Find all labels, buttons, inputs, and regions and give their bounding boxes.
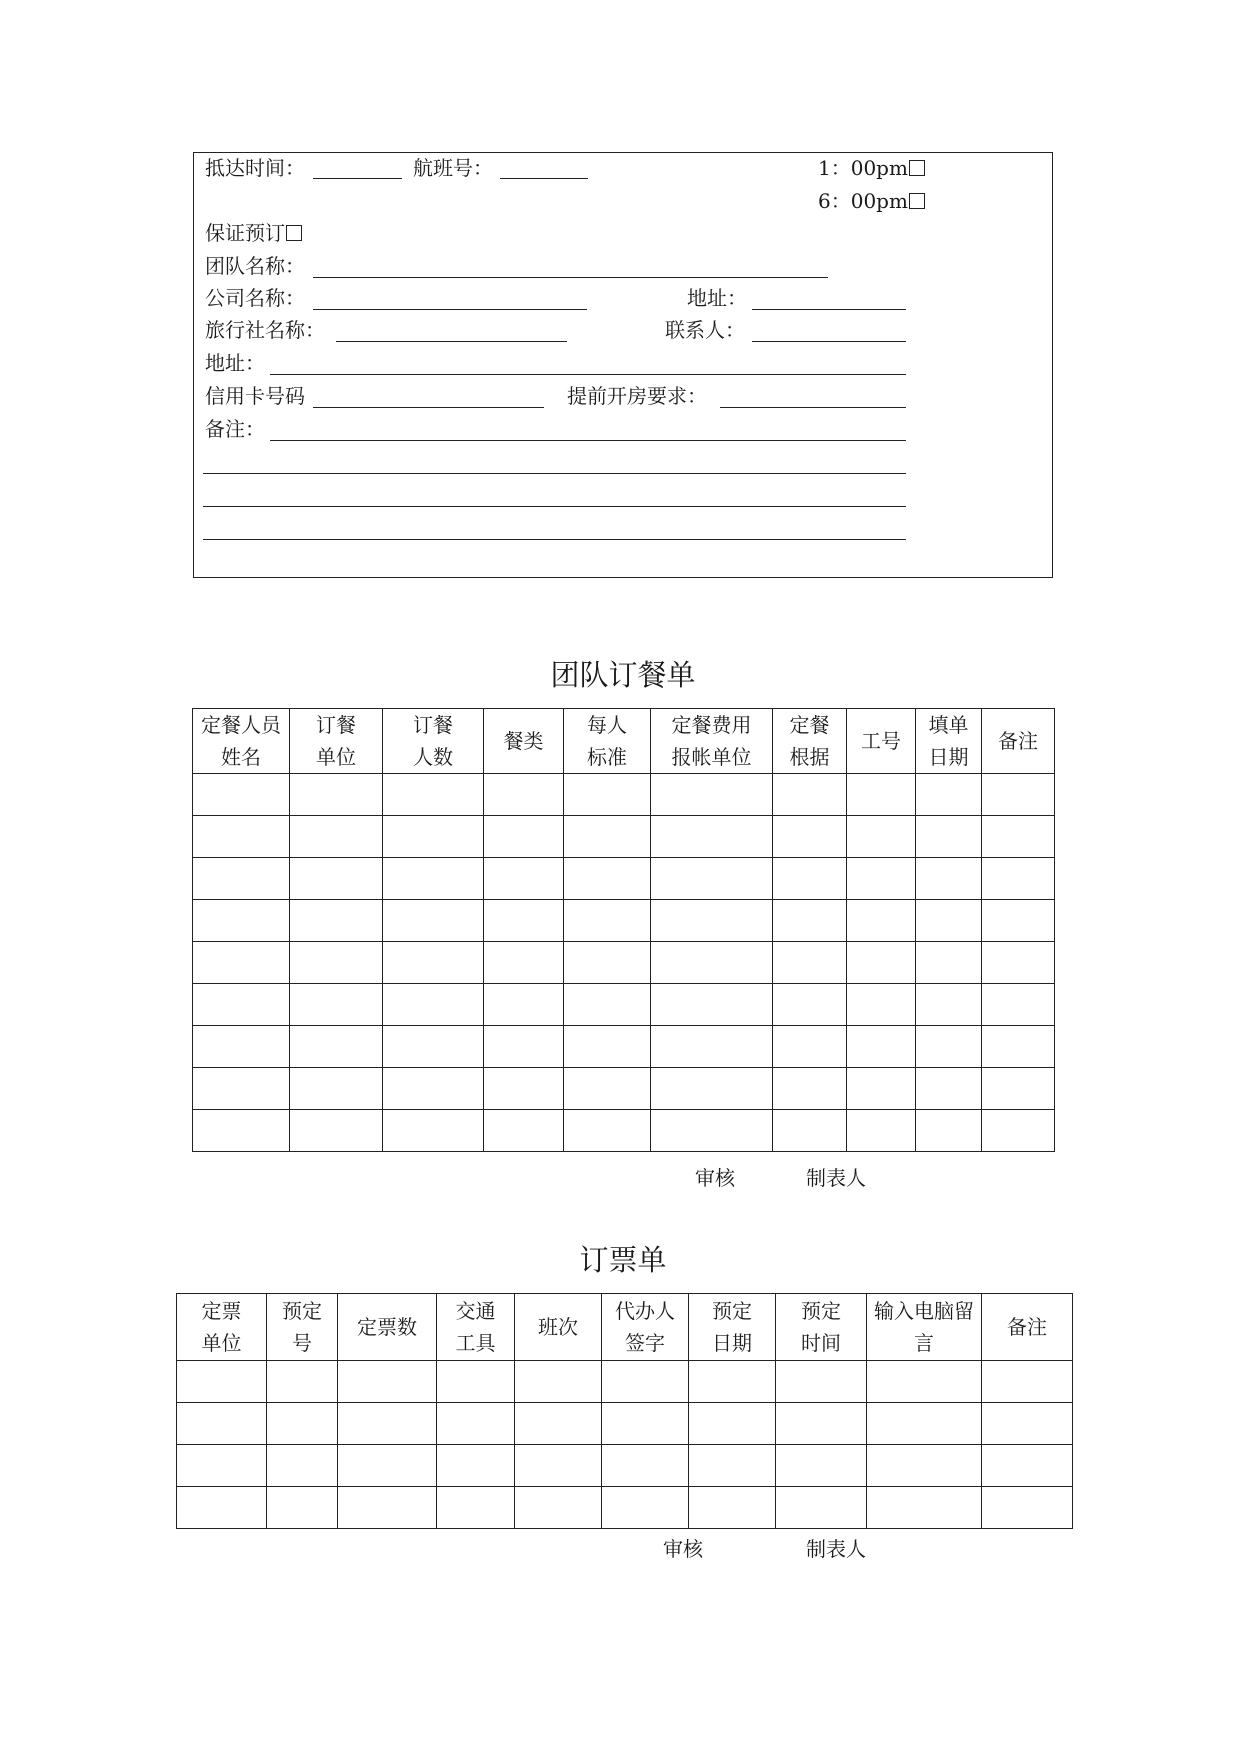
ticket-order-title: 订票单 <box>579 1243 667 1277</box>
ticket-header-text: 日期 <box>712 1331 752 1355</box>
meal-header-text: 标准 <box>587 745 627 769</box>
table-row <box>177 1445 1073 1487</box>
meal-cell[interactable] <box>651 1068 773 1110</box>
ticket-cell[interactable] <box>515 1403 602 1445</box>
meal-cell[interactable] <box>564 816 651 858</box>
meal-cell[interactable] <box>564 858 651 900</box>
address-label: 地址： <box>205 351 265 375</box>
meal-header-cell <box>193 709 290 774</box>
ticket-cell[interactable] <box>177 1403 267 1445</box>
early-checkin-field[interactable] <box>720 407 906 408</box>
ticket-header-text: 备注 <box>1007 1315 1047 1339</box>
meal-cell[interactable] <box>484 900 564 942</box>
meal-cell[interactable] <box>290 1026 383 1068</box>
meal-cell[interactable] <box>651 1026 773 1068</box>
table-row <box>193 1068 1055 1110</box>
ticket-cell[interactable] <box>267 1403 338 1445</box>
table-row <box>193 816 1055 858</box>
meal-cell[interactable] <box>564 984 651 1026</box>
meal-cell[interactable] <box>847 984 916 1026</box>
meal-cell[interactable] <box>773 1026 847 1068</box>
meal-cell[interactable] <box>773 774 847 816</box>
ticket-header-cell <box>338 1294 437 1361</box>
meal-cell[interactable] <box>484 816 564 858</box>
meal-cell[interactable] <box>383 858 484 900</box>
meal-cell[interactable] <box>773 1068 847 1110</box>
meal-cell[interactable] <box>290 942 383 984</box>
company-name-field[interactable] <box>313 309 587 310</box>
ticket-cell[interactable] <box>437 1445 515 1487</box>
meal-cell[interactable] <box>916 900 982 942</box>
ticket-header-text: 签字 <box>625 1331 665 1355</box>
meal-cell[interactable] <box>383 984 484 1026</box>
company-name-label: 公司名称： <box>205 286 305 310</box>
table-row <box>193 942 1055 984</box>
ticket-header-text: 言 <box>914 1331 934 1355</box>
table-row <box>193 774 1055 816</box>
meal-preparer-label: 制表人 <box>806 1166 866 1190</box>
table-row <box>193 900 1055 942</box>
meal-header-cell <box>484 709 564 774</box>
meal-cell[interactable] <box>847 1068 916 1110</box>
travel-agency-label: 旅行社名称： <box>205 318 325 342</box>
meal-cell[interactable] <box>847 816 916 858</box>
meal-cell[interactable] <box>773 1110 847 1152</box>
meal-header-text: 定餐 <box>789 713 830 737</box>
remarks-label: 备注： <box>205 417 265 441</box>
meal-cell[interactable] <box>916 1110 982 1152</box>
meal-cell[interactable] <box>847 774 916 816</box>
ticket-header-text: 预定 <box>712 1299 752 1323</box>
meal-cell[interactable] <box>982 774 1055 816</box>
meal-cell[interactable] <box>484 1110 564 1152</box>
meal-cell[interactable] <box>193 984 290 1026</box>
ticket-cell[interactable] <box>602 1403 689 1445</box>
meal-header-text: 姓名 <box>221 745 261 769</box>
ticket-cell[interactable] <box>982 1361 1073 1403</box>
meal-order-table <box>192 708 1055 1152</box>
ticket-header-cell <box>776 1294 867 1361</box>
meal-cell[interactable] <box>982 1068 1055 1110</box>
time-option-2 <box>818 189 925 213</box>
ticket-header-text: 输入电脑留 <box>874 1299 974 1323</box>
ticket-cell[interactable] <box>177 1487 267 1529</box>
ticket-cell[interactable] <box>177 1361 267 1403</box>
meal-cell[interactable] <box>193 1110 290 1152</box>
ticket-preparer-label: 制表人 <box>806 1537 866 1561</box>
meal-cell[interactable] <box>193 900 290 942</box>
group-name-field[interactable] <box>313 277 828 278</box>
ticket-header-row <box>177 1294 1073 1361</box>
meal-cell[interactable] <box>290 1110 383 1152</box>
ticket-header-cell <box>437 1294 515 1361</box>
ticket-header-cell <box>982 1294 1073 1361</box>
meal-cell[interactable] <box>193 816 290 858</box>
ticket-cell[interactable] <box>515 1361 602 1403</box>
meal-header-cell <box>383 709 484 774</box>
ticket-cell[interactable] <box>689 1403 776 1445</box>
meal-header-text: 日期 <box>928 745 969 769</box>
meal-header-text: 定餐人员 <box>201 713 281 737</box>
meal-header-text: 工号 <box>861 729 901 753</box>
ticket-header-text: 预定 <box>801 1299 841 1323</box>
ticket-cell[interactable] <box>867 1445 982 1487</box>
meal-cell[interactable] <box>484 942 564 984</box>
meal-cell[interactable] <box>651 942 773 984</box>
ticket-cell[interactable] <box>982 1487 1073 1529</box>
meal-cell[interactable] <box>651 816 773 858</box>
remarks-field[interactable] <box>270 440 906 441</box>
meal-cell[interactable] <box>773 858 847 900</box>
meal-cell[interactable] <box>484 774 564 816</box>
meal-cell[interactable] <box>916 984 982 1026</box>
meal-cell[interactable] <box>847 900 916 942</box>
table-row <box>193 1026 1055 1068</box>
ticket-cell[interactable] <box>437 1361 515 1403</box>
meal-cell[interactable] <box>564 1110 651 1152</box>
meal-cell[interactable] <box>290 858 383 900</box>
ticket-cell[interactable] <box>267 1361 338 1403</box>
meal-cell[interactable] <box>773 900 847 942</box>
remarks-line-4[interactable] <box>203 539 906 540</box>
meal-header-cell <box>982 709 1055 774</box>
meal-cell[interactable] <box>290 900 383 942</box>
ticket-cell[interactable] <box>689 1445 776 1487</box>
ticket-header-text: 单位 <box>201 1331 242 1355</box>
ticket-cell[interactable] <box>689 1361 776 1403</box>
ticket-cell[interactable] <box>515 1445 602 1487</box>
ticket-cell[interactable] <box>437 1403 515 1445</box>
meal-cell[interactable] <box>982 900 1055 942</box>
travel-agency-field[interactable] <box>336 341 567 342</box>
meal-cell[interactable] <box>564 774 651 816</box>
meal-cell[interactable] <box>982 1026 1055 1068</box>
meal-cell[interactable] <box>484 1068 564 1110</box>
meal-header-cell <box>773 709 847 774</box>
ticket-header-text: 号 <box>292 1331 312 1355</box>
meal-cell[interactable] <box>193 1068 290 1110</box>
meal-cell[interactable] <box>916 1068 982 1110</box>
meal-cell[interactable] <box>916 816 982 858</box>
ticket-cell[interactable] <box>776 1487 867 1529</box>
meal-header-cell <box>564 709 651 774</box>
meal-header-cell <box>916 709 982 774</box>
meal-cell[interactable] <box>383 900 484 942</box>
ticket-header-text: 班次 <box>538 1315 578 1339</box>
meal-cell[interactable] <box>847 1110 916 1152</box>
meal-header-text: 餐类 <box>503 729 544 753</box>
ticket-cell[interactable] <box>776 1361 867 1403</box>
meal-cell[interactable] <box>651 984 773 1026</box>
meal-cell[interactable] <box>290 774 383 816</box>
time-option-2-label: 6：00pm <box>818 189 908 213</box>
early-checkin-label: 提前开房要求： <box>567 384 707 408</box>
ticket-cell[interactable] <box>515 1487 602 1529</box>
ticket-header-cell <box>689 1294 776 1361</box>
meal-cell[interactable] <box>564 1068 651 1110</box>
ticket-cell[interactable] <box>867 1361 982 1403</box>
time-option-1-label: 1：00pm <box>818 156 908 180</box>
ticket-cell[interactable] <box>776 1403 867 1445</box>
table-row <box>193 1110 1055 1152</box>
ticket-cell[interactable] <box>776 1445 867 1487</box>
table-row <box>177 1403 1073 1445</box>
meal-order-body <box>193 709 1055 1152</box>
meal-order-title: 团队订餐单 <box>550 658 696 692</box>
meal-cell[interactable] <box>651 774 773 816</box>
ticket-header-text: 定票 <box>201 1299 242 1323</box>
meal-cell[interactable] <box>193 858 290 900</box>
ticket-header-text: 代办人 <box>615 1299 675 1323</box>
meal-cell[interactable] <box>847 858 916 900</box>
meal-cell[interactable] <box>847 1026 916 1068</box>
meal-cell[interactable] <box>916 774 982 816</box>
meal-cell[interactable] <box>484 1026 564 1068</box>
meal-header-text: 单位 <box>316 745 356 769</box>
meal-cell[interactable] <box>651 1110 773 1152</box>
remarks-line-3[interactable] <box>203 506 906 507</box>
flight-no-field[interactable] <box>500 178 588 179</box>
arrival-time-label: 抵达时间： <box>205 156 305 180</box>
meal-reviewer-label: 审核 <box>695 1166 735 1190</box>
meal-header-cell <box>290 709 383 774</box>
ticket-cell[interactable] <box>338 1361 437 1403</box>
meal-cell[interactable] <box>383 816 484 858</box>
ticket-header-text: 预定 <box>282 1299 322 1323</box>
meal-cell[interactable] <box>651 858 773 900</box>
guaranteed-booking-checkbox[interactable] <box>286 225 302 241</box>
company-address-label: 地址： <box>687 286 747 310</box>
ticket-reviewer-label: 审核 <box>663 1537 703 1561</box>
meal-cell[interactable] <box>773 984 847 1026</box>
ticket-header-cell <box>267 1294 338 1361</box>
credit-card-field[interactable] <box>313 407 544 408</box>
table-row <box>177 1487 1073 1529</box>
meal-header-text: 根据 <box>789 745 830 769</box>
contact-person-label: 联系人： <box>665 318 745 342</box>
meal-cell[interactable] <box>982 984 1055 1026</box>
address-field[interactable] <box>270 374 906 375</box>
meal-header-text: 备注 <box>998 729 1038 753</box>
time-option-2-checkbox[interactable] <box>909 193 925 209</box>
table-row <box>193 858 1055 900</box>
meal-cell[interactable] <box>916 942 982 984</box>
ticket-cell[interactable] <box>982 1445 1073 1487</box>
ticket-order-table <box>176 1293 1073 1529</box>
meal-cell[interactable] <box>290 816 383 858</box>
meal-cell[interactable] <box>773 816 847 858</box>
time-option-1 <box>818 156 925 180</box>
ticket-header-text: 时间 <box>801 1331 841 1355</box>
meal-cell[interactable] <box>484 858 564 900</box>
meal-header-cell <box>847 709 916 774</box>
meal-cell[interactable] <box>982 816 1055 858</box>
ticket-cell[interactable] <box>602 1361 689 1403</box>
meal-header-text: 填单 <box>928 713 969 737</box>
ticket-header-cell <box>602 1294 689 1361</box>
meal-cell[interactable] <box>383 1026 484 1068</box>
meal-cell[interactable] <box>773 942 847 984</box>
meal-cell[interactable] <box>193 942 290 984</box>
group-name-label: 团队名称： <box>205 254 305 278</box>
ticket-cell[interactable] <box>338 1487 437 1529</box>
booking-form-box <box>193 152 1053 578</box>
meal-cell[interactable] <box>916 858 982 900</box>
meal-cell[interactable] <box>982 942 1055 984</box>
meal-cell[interactable] <box>982 858 1055 900</box>
time-option-1-checkbox[interactable] <box>909 160 925 176</box>
meal-header-row <box>193 709 1055 774</box>
ticket-cell[interactable] <box>338 1403 437 1445</box>
ticket-header-text: 定票数 <box>357 1315 417 1339</box>
meal-header-text: 每人 <box>587 713 627 737</box>
ticket-cell[interactable] <box>867 1487 982 1529</box>
meal-header-text: 人数 <box>413 745 453 769</box>
meal-cell[interactable] <box>383 942 484 984</box>
meal-cell[interactable] <box>193 1026 290 1068</box>
credit-card-label: 信用卡号码 <box>205 384 305 408</box>
ticket-cell[interactable] <box>602 1445 689 1487</box>
meal-cell[interactable] <box>564 1026 651 1068</box>
ticket-cell[interactable] <box>982 1403 1073 1445</box>
meal-cell[interactable] <box>193 774 290 816</box>
guaranteed-booking <box>205 221 302 245</box>
company-address-field[interactable] <box>752 309 906 310</box>
ticket-cell[interactable] <box>689 1487 776 1529</box>
meal-cell[interactable] <box>651 900 773 942</box>
ticket-cell[interactable] <box>867 1403 982 1445</box>
meal-cell[interactable] <box>383 774 484 816</box>
meal-cell[interactable] <box>383 1068 484 1110</box>
ticket-header-cell <box>177 1294 267 1361</box>
meal-cell[interactable] <box>383 1110 484 1152</box>
ticket-cell[interactable] <box>267 1487 338 1529</box>
meal-cell[interactable] <box>916 1026 982 1068</box>
meal-header-text: 报帐单位 <box>671 745 752 769</box>
ticket-cell[interactable] <box>437 1487 515 1529</box>
ticket-header-cell <box>515 1294 602 1361</box>
ticket-header-text: 交通 <box>455 1299 496 1323</box>
meal-cell[interactable] <box>847 942 916 984</box>
ticket-cell[interactable] <box>177 1445 267 1487</box>
meal-header-cell <box>651 709 773 774</box>
meal-cell[interactable] <box>484 984 564 1026</box>
meal-cell[interactable] <box>290 1068 383 1110</box>
guaranteed-booking-label: 保证预订 <box>205 221 285 245</box>
arrival-time-field[interactable] <box>313 178 402 179</box>
table-row <box>177 1361 1073 1403</box>
ticket-header-text: 工具 <box>455 1331 496 1355</box>
remarks-line-2[interactable] <box>203 473 906 474</box>
meal-header-text: 订餐 <box>413 713 453 737</box>
ticket-header-cell <box>867 1294 982 1361</box>
meal-cell[interactable] <box>290 984 383 1026</box>
contact-person-field[interactable] <box>752 341 906 342</box>
meal-header-text: 定餐费用 <box>671 713 752 737</box>
meal-cell[interactable] <box>564 942 651 984</box>
ticket-cell[interactable] <box>267 1445 338 1487</box>
ticket-order-body <box>177 1294 1073 1529</box>
flight-no-label: 航班号： <box>413 156 493 180</box>
meal-cell[interactable] <box>564 900 651 942</box>
ticket-cell[interactable] <box>338 1445 437 1487</box>
meal-cell[interactable] <box>982 1110 1055 1152</box>
meal-header-text: 订餐 <box>316 713 356 737</box>
ticket-cell[interactable] <box>602 1487 689 1529</box>
table-row <box>193 984 1055 1026</box>
